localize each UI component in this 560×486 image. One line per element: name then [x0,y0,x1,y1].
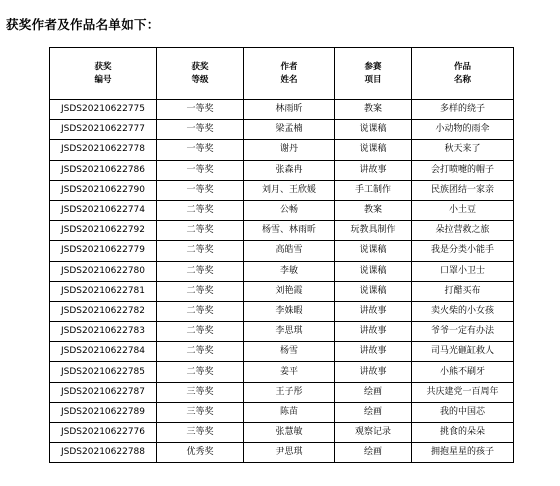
cell-entry-category: 说课稿 [335,241,412,261]
cell-author-name: 公畅 [244,200,335,220]
cell-entry-category: 讲故事 [335,342,412,362]
cell-award-number: JSDS20210622783 [50,322,157,342]
table-header-row [50,48,514,100]
cell-work-title: 小土豆 [412,200,514,220]
cell-author-name: 李姝暇 [244,301,335,321]
cell-entry-category: 教案 [335,200,412,220]
table-row [50,100,514,120]
table-row [50,140,514,160]
cell-award-level: 一等奖 [157,140,244,160]
cell-entry-category: 说课稿 [335,281,412,301]
cell-work-title: 挑食的朵朵 [412,423,514,443]
cell-author-name: 张森冉 [244,160,335,180]
cell-entry-category: 说课稿 [335,261,412,281]
cell-award-level: 一等奖 [157,180,244,200]
table-row [50,261,514,281]
page-title: 获奖作者及作品名单如下： [6,17,160,32]
cell-award-level: 三等奖 [157,423,244,443]
cell-entry-category: 玩教具制作 [335,221,412,241]
cell-entry-category: 讲故事 [335,362,412,382]
cell-author-name: 林雨昕 [244,100,335,120]
cell-award-number: JSDS20210622785 [50,362,157,382]
table-row [50,423,514,443]
cell-author-name: 尹思琪 [244,443,335,463]
cell-work-title: 拥抱星星的孩子 [412,443,514,463]
cell-work-title: 口罩小卫士 [412,261,514,281]
table-row [50,221,514,241]
table-row [50,241,514,261]
cell-entry-category: 绘画 [335,443,412,463]
cell-work-title: 司马光砸缸救人 [412,342,514,362]
cell-award-level: 二等奖 [157,322,244,342]
cell-award-number: JSDS20210622779 [50,241,157,261]
cell-work-title: 多样的绕子 [412,100,514,120]
cell-entry-category: 观察记录 [335,423,412,443]
table-row [50,120,514,140]
cell-award-level: 三等奖 [157,382,244,402]
cell-author-name: 王子彤 [244,382,335,402]
cell-work-title: 小熊不刷牙 [412,362,514,382]
cell-award-number: JSDS20210622789 [50,402,157,422]
table-row [50,180,514,200]
cell-award-number: JSDS20210622780 [50,261,157,281]
cell-award-number: JSDS20210622776 [50,423,157,443]
table-row [50,322,514,342]
cell-work-title: 打醋买布 [412,281,514,301]
table-row [50,342,514,362]
cell-award-level: 二等奖 [157,301,244,321]
cell-award-level: 一等奖 [157,160,244,180]
cell-author-name: 姜平 [244,362,335,382]
cell-work-title: 秋天来了 [412,140,514,160]
cell-entry-category: 说课稿 [335,140,412,160]
cell-author-name: 梁孟楠 [244,120,335,140]
cell-award-level: 二等奖 [157,362,244,382]
table-row [50,160,514,180]
cell-award-number: JSDS20210622782 [50,301,157,321]
header-award-level: 获奖 等级 [157,48,244,100]
cell-entry-category: 讲故事 [335,301,412,321]
cell-award-number: JSDS20210622788 [50,443,157,463]
cell-award-number: JSDS20210622790 [50,180,157,200]
table-row [50,382,514,402]
table-row [50,200,514,220]
cell-award-level: 优秀奖 [157,443,244,463]
cell-award-number: JSDS20210622775 [50,100,157,120]
cell-award-level: 二等奖 [157,281,244,301]
cell-work-title: 我的中国芯 [412,402,514,422]
table-row [50,443,514,463]
table-row [50,362,514,382]
cell-work-title: 我是分类小能手 [412,241,514,261]
table-row [50,301,514,321]
header-author-name: 作者 姓名 [244,48,335,100]
table-row [50,281,514,301]
cell-entry-category: 绘画 [335,382,412,402]
cell-entry-category: 手工制作 [335,180,412,200]
cell-author-name: 杨雪、林雨昕 [244,221,335,241]
cell-work-title: 共庆建党一百周年 [412,382,514,402]
cell-award-number: JSDS20210622792 [50,221,157,241]
cell-award-number: JSDS20210622784 [50,342,157,362]
cell-award-level: 二等奖 [157,221,244,241]
cell-award-level: 一等奖 [157,100,244,120]
cell-author-name: 张慧敏 [244,423,335,443]
table-row [50,402,514,422]
cell-author-name: 李敏 [244,261,335,281]
cell-award-number: JSDS20210622777 [50,120,157,140]
cell-author-name: 刘艳霞 [244,281,335,301]
cell-work-title: 小动物的雨伞 [412,120,514,140]
header-work-title: 作品 名称 [412,48,514,100]
cell-author-name: 高皓雪 [244,241,335,261]
cell-award-level: 二等奖 [157,241,244,261]
cell-author-name: 李思琪 [244,322,335,342]
cell-award-number: JSDS20210622786 [50,160,157,180]
cell-award-level: 二等奖 [157,261,244,281]
cell-author-name: 杨雪 [244,342,335,362]
cell-entry-category: 讲故事 [335,322,412,342]
header-entry-category: 参赛 项目 [335,48,412,100]
cell-work-title: 民族团结一家亲 [412,180,514,200]
cell-award-number: JSDS20210622778 [50,140,157,160]
cell-entry-category: 绘画 [335,402,412,422]
cell-author-name: 谢丹 [244,140,335,160]
cell-award-level: 二等奖 [157,342,244,362]
cell-work-title: 爷爷一定有办法 [412,322,514,342]
cell-award-level: 三等奖 [157,402,244,422]
cell-entry-category: 讲故事 [335,160,412,180]
cell-entry-category: 教案 [335,100,412,120]
header-award-number: 获奖 编号 [50,48,157,100]
cell-author-name: 陈苗 [244,402,335,422]
cell-work-title: 卖火柴的小女孩 [412,301,514,321]
awards-table [49,47,514,463]
cell-award-number: JSDS20210622781 [50,281,157,301]
cell-award-level: 一等奖 [157,120,244,140]
cell-entry-category: 说课稿 [335,120,412,140]
cell-award-number: JSDS20210622787 [50,382,157,402]
cell-award-level: 二等奖 [157,200,244,220]
cell-work-title: 会打喷嚏的帽子 [412,160,514,180]
cell-work-title: 朵拉营救之旅 [412,221,514,241]
cell-author-name: 刘月、王欣媛 [244,180,335,200]
cell-award-number: JSDS20210622774 [50,200,157,220]
